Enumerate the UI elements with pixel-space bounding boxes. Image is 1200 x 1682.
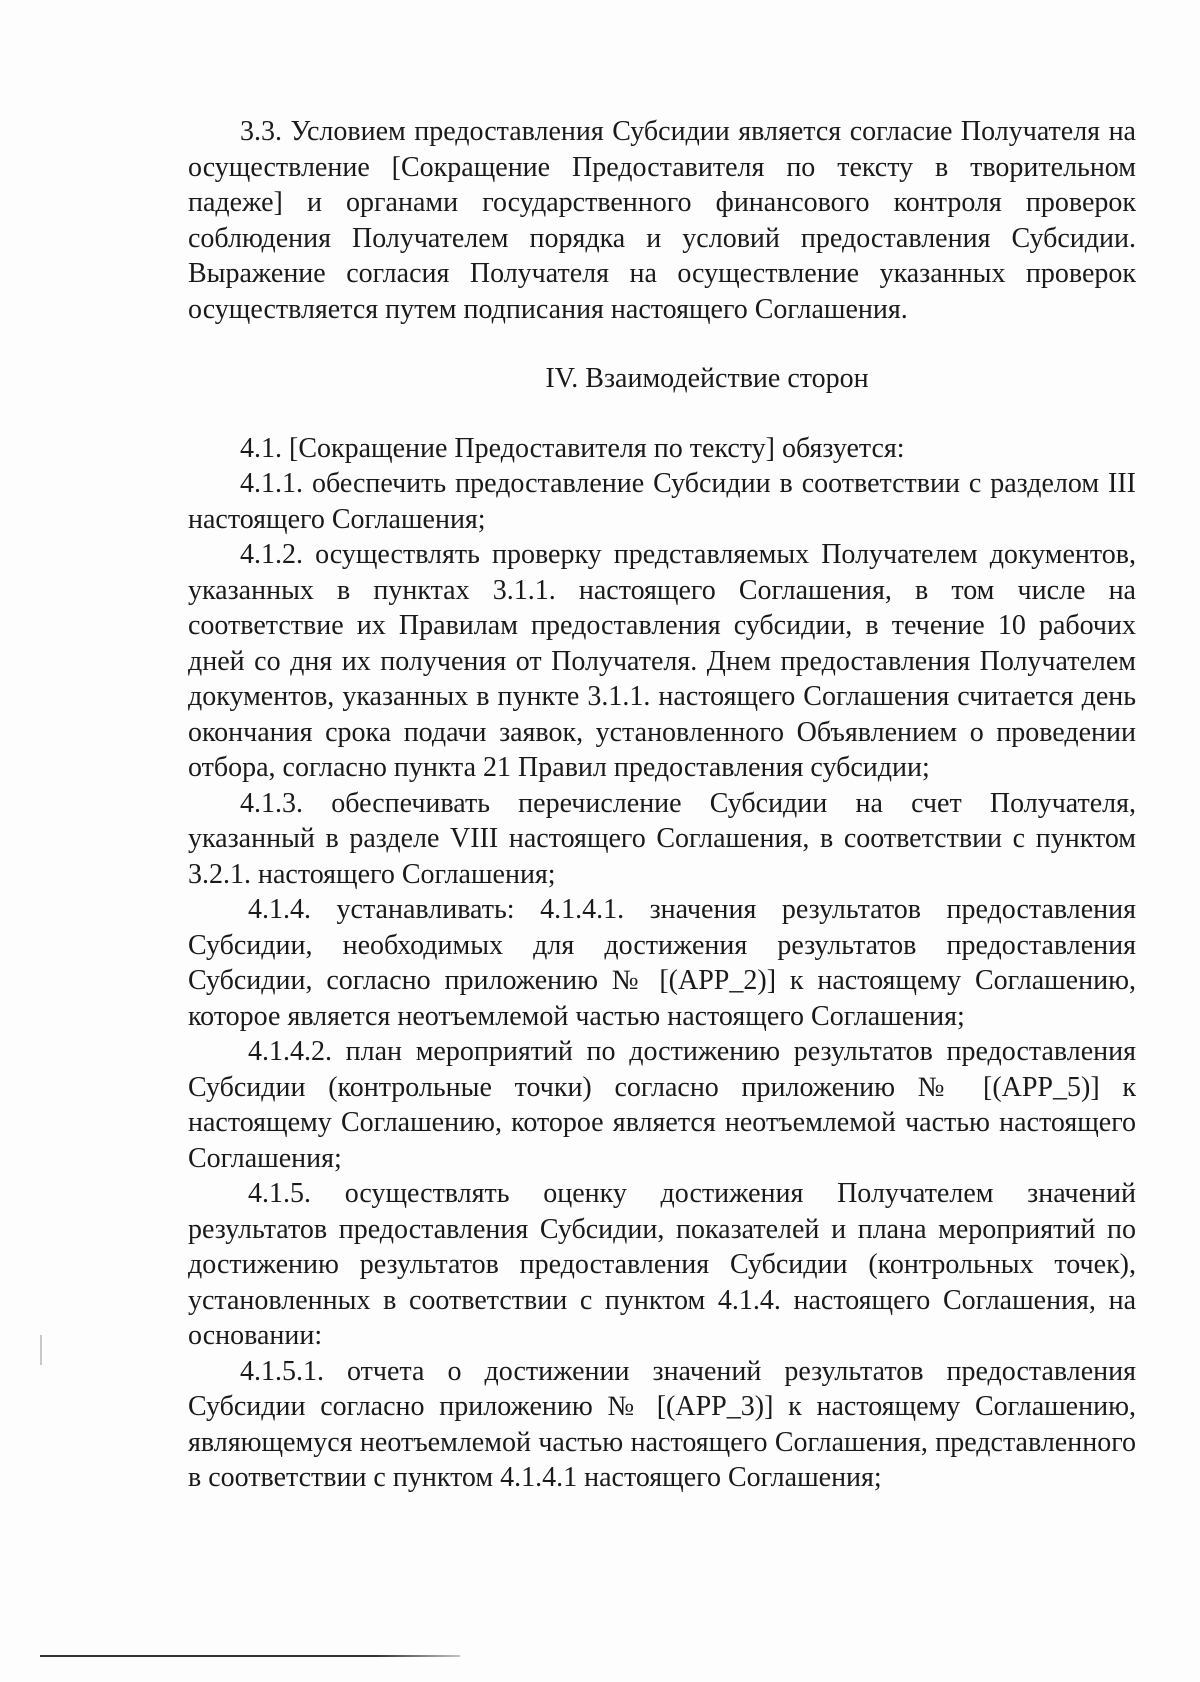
scan-margin-mark bbox=[40, 1335, 42, 1365]
paragraph-4-1: 4.1. [Сокращение Предоставителя по тексту] обязуется: bbox=[240, 432, 905, 464]
paragraph-4-1-4: 4.1.4. устанавливать: 4.1.4.1. значения результатов предоставления Субсидии, необходимых для достижения результатов предоставления Субсидии, согласно приложению № [(APP_2)] к настоящему Соглашению, которое является неотъемлемой частью настоящего Соглашения; bbox=[188, 894, 1136, 1032]
paragraph-4-1-5-1: 4.1.5.1. отчета о достижении значений результатов предоставления Субсидии согласно приложению № [(APP_3)] к настоящему Соглашению, являющемуся неотъемлемой частью настоящего Соглашения, представленного в соответствии с пунктом 4.1.4.1 настоящего Соглашения; bbox=[188, 1355, 1136, 1493]
paragraph-3-3: 3.3. Условием предоставления Субсидии является согласие Получателя на осуществление [Сокращение Предоставителя по тексту в творительном падеже] и органами государственного финансового контроля проверок соблюдения Получателем порядка и условий предоставления Субсидии. Выражение согласия Получателя на осуществление указанных проверок осуществляется путем подписания настоящего Соглашения. bbox=[188, 116, 1136, 325]
paragraph-4-1-1: 4.1.1. обеспечить предоставление Субсидии в соответствии с разделом III настоящего Соглашения; bbox=[188, 468, 1136, 535]
document-body bbox=[188, 114, 1136, 1496]
paragraph-4-1-4-2: 4.1.4.2. план мероприятий по достижению результатов предоставления Субсидии (контрольные точки) согласно приложению № [(APP_5)] к настоящему Соглашению, которое является неотъемлемой частью настоящего Соглашения; bbox=[188, 1036, 1136, 1174]
paragraph-4-1-2: 4.1.2. осуществлять проверку представляемых Получателем документов, указанных в пунктах 3.1.1. настоящего Соглашения, в том числе на соответствие их Правилам предоставления субсидии, в течение 10 рабочих дней со дня их получения от Получателя. Днем предоставления Получателем документов, указанных в пункте 3.1.1. настоящего Соглашения считается день окончания срока подачи заявок, установленного Объявлением о проведении отбора, согласно пункта 21 Правил предоставления субсидии; bbox=[188, 539, 1136, 783]
paragraph-4-1-5: 4.1.5. осуществлять оценку достижения Получателем значений результатов предоставления Субсидии, показателей и плана мероприятий по достижению результатов предоставления Субсидии (контрольных точек), установленных в соответствии с пунктом 4.1.4. настоящего Соглашения, на основании: bbox=[188, 1178, 1136, 1351]
footnote-separator-line bbox=[40, 1655, 460, 1657]
paragraph-4-1-3: 4.1.3. обеспечивать перечисление Субсидии на счет Получателя, указанный в разделе VIII настоящего Соглашения, в соответствии с пунктом 3.2.1. настоящего Соглашения; bbox=[188, 787, 1136, 890]
section-heading-iv: IV. Взаимодействие сторон bbox=[545, 363, 869, 394]
